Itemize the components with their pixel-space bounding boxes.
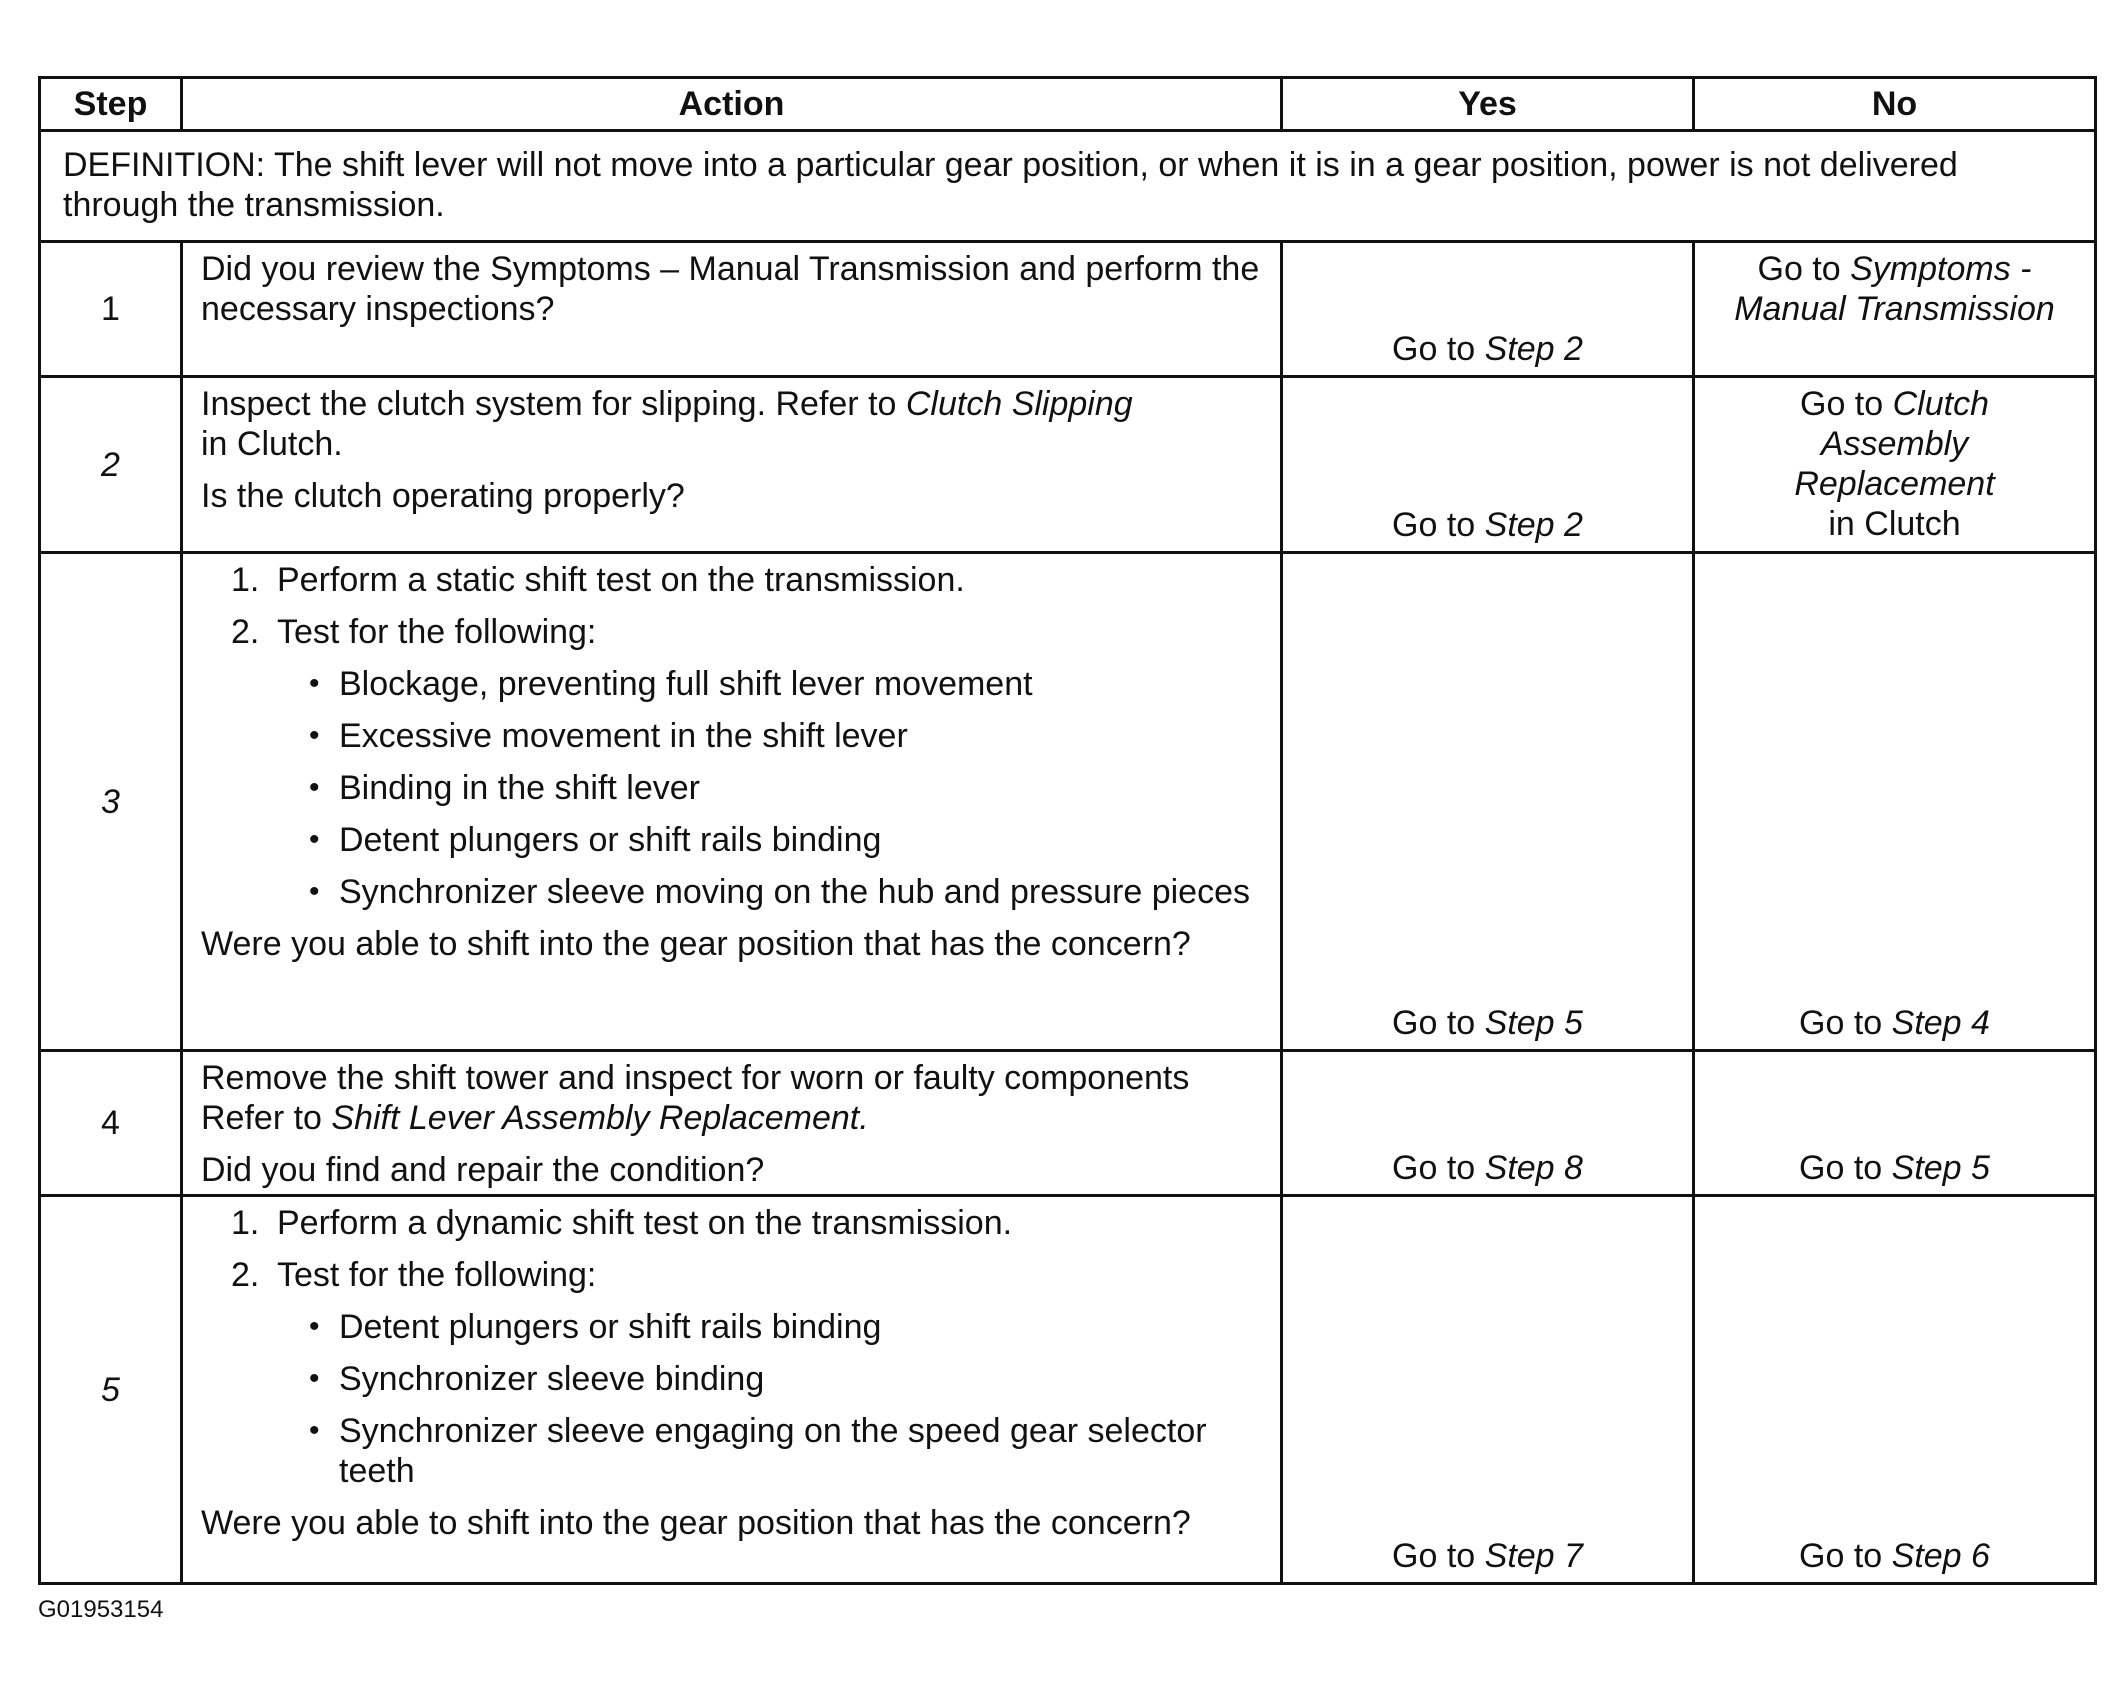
header-yes: Yes bbox=[1282, 78, 1694, 131]
no-ref-line3: Replacement bbox=[1794, 465, 1995, 503]
action-question: Did you review the Symptoms – Manual Transmission and perform the necessary inspections? bbox=[201, 250, 1260, 328]
no-step-ref: Step 4 bbox=[1891, 1004, 1990, 1042]
action-text: Inspect the clutch system for slipping. Refer to bbox=[201, 385, 906, 423]
action-ref-prefix: Refer to bbox=[201, 1099, 332, 1137]
no-prefix: Go to bbox=[1799, 1004, 1892, 1042]
yes-step-ref: Step 8 bbox=[1484, 1149, 1583, 1187]
numbered-item: 1. Perform a dynamic shift test on the transmission. bbox=[231, 1204, 1013, 1242]
no-cell bbox=[1694, 553, 2096, 1051]
bullet-item: • Detent plungers or shift rails binding bbox=[309, 1308, 882, 1346]
action-question: Were you able to shift into the gear position that has the concern? bbox=[201, 925, 1191, 963]
action-question: Did you find and repair the condition? bbox=[201, 1151, 765, 1189]
numbered-item: 2. Test for the following: bbox=[231, 613, 597, 651]
yes-prefix: Go to bbox=[1392, 506, 1485, 544]
bullet-item: • Synchronizer sleeve moving on the hub and pressure pieces bbox=[309, 873, 1250, 911]
no-cell bbox=[1694, 1196, 2096, 1584]
no-step-ref: Step 6 bbox=[1891, 1537, 1990, 1575]
bullet-icon: • bbox=[309, 719, 320, 752]
yes-step-ref: Step 2 bbox=[1484, 330, 1583, 368]
numbered-item: 2. Test for the following: bbox=[231, 1256, 597, 1294]
action-cell bbox=[182, 1051, 1282, 1196]
bullet-icon: • bbox=[309, 771, 320, 804]
table-row-step-2 bbox=[40, 377, 2096, 553]
yes-step-ref: Step 2 bbox=[1484, 506, 1583, 544]
step-number: 3 bbox=[40, 553, 182, 1051]
no-cell bbox=[1694, 377, 2096, 553]
yes-cell bbox=[1282, 377, 1694, 553]
numbered-item: 1. Perform a static shift test on the transmission. bbox=[231, 561, 965, 599]
action-question: Is the clutch operating properly? bbox=[201, 477, 685, 515]
header-no: No bbox=[1694, 78, 2096, 131]
action-text: Remove the shift tower and inspect for worn or faulty components bbox=[201, 1059, 1190, 1097]
definition-text: DEFINITION: The shift lever will not move into a particular gear position, or when it is in a gear position, power is not delivered through the transmission. bbox=[40, 131, 2096, 242]
bullet-icon: • bbox=[309, 823, 320, 856]
bullet-icon: • bbox=[309, 667, 320, 700]
header-step: Step bbox=[40, 78, 182, 131]
no-ref: Clutch bbox=[1892, 385, 1989, 423]
yes-prefix: Go to bbox=[1392, 1149, 1485, 1187]
action-cell bbox=[182, 553, 1282, 1051]
bullet-item: • Excessive movement in the shift lever bbox=[309, 717, 908, 755]
action-cell bbox=[182, 242, 1282, 377]
figure-id: G01953154 bbox=[38, 1596, 164, 1623]
no-cell bbox=[1694, 242, 2096, 377]
action-question: Were you able to shift into the gear position that has the concern? bbox=[201, 1504, 1191, 1542]
bullet-item: • Synchronizer sleeve binding bbox=[309, 1360, 765, 1398]
action-text-suffix: in Clutch. bbox=[201, 425, 343, 463]
diagnostic-table bbox=[38, 76, 2097, 1585]
action-cell bbox=[182, 1196, 1282, 1584]
header-action: Action bbox=[182, 78, 1282, 131]
no-ref-line2: Manual Transmission bbox=[1734, 290, 2055, 328]
no-prefix: Go to bbox=[1800, 385, 1893, 423]
header-row bbox=[40, 78, 2096, 131]
no-prefix: Go to bbox=[1757, 250, 1851, 288]
yes-cell bbox=[1282, 242, 1694, 377]
table-row-step-3 bbox=[40, 553, 2096, 1051]
step-number: 4 bbox=[40, 1051, 182, 1196]
no-cell bbox=[1694, 1051, 2096, 1196]
no-ref: Symptoms - bbox=[1850, 250, 2032, 288]
step-number: 1 bbox=[40, 242, 182, 377]
bullet-item: • Binding in the shift lever bbox=[309, 769, 700, 807]
table-row-step-4 bbox=[40, 1051, 2096, 1196]
bullet-item: • Blockage, preventing full shift lever movement bbox=[309, 665, 1033, 703]
bullet-icon: • bbox=[309, 875, 320, 908]
yes-cell bbox=[1282, 553, 1694, 1051]
no-prefix: Go to bbox=[1799, 1537, 1892, 1575]
yes-step-ref: Step 5 bbox=[1484, 1004, 1583, 1042]
yes-cell bbox=[1282, 1051, 1694, 1196]
no-step-ref: Step 5 bbox=[1891, 1149, 1990, 1187]
step-number: 2 bbox=[40, 377, 182, 553]
bullet-item: • Detent plungers or shift rails binding bbox=[309, 821, 882, 859]
bullet-icon: • bbox=[309, 1414, 320, 1447]
bullet-icon: • bbox=[309, 1362, 320, 1395]
no-prefix: Go to bbox=[1799, 1149, 1892, 1187]
definition-row bbox=[40, 131, 2096, 242]
yes-prefix: Go to bbox=[1392, 330, 1485, 368]
no-suffix: in Clutch bbox=[1828, 505, 1961, 543]
no-ref-line2: Assembly bbox=[1820, 425, 1969, 463]
action-ref: Clutch Slipping bbox=[905, 385, 1133, 423]
bullet-icon: • bbox=[309, 1310, 320, 1343]
yes-prefix: Go to bbox=[1392, 1537, 1485, 1575]
action-cell bbox=[182, 377, 1282, 553]
table-row-step-5 bbox=[40, 1196, 2096, 1584]
yes-prefix: Go to bbox=[1392, 1004, 1485, 1042]
bullet-item: • Synchronizer sleeve engaging on the speed gear selector teeth bbox=[309, 1412, 1207, 1490]
step-number: 5 bbox=[40, 1196, 182, 1584]
yes-cell bbox=[1282, 1196, 1694, 1584]
table-row-step-1 bbox=[40, 242, 2096, 377]
yes-step-ref: Step 7 bbox=[1484, 1537, 1583, 1575]
action-ref: Shift Lever Assembly Replacement. bbox=[331, 1099, 869, 1137]
